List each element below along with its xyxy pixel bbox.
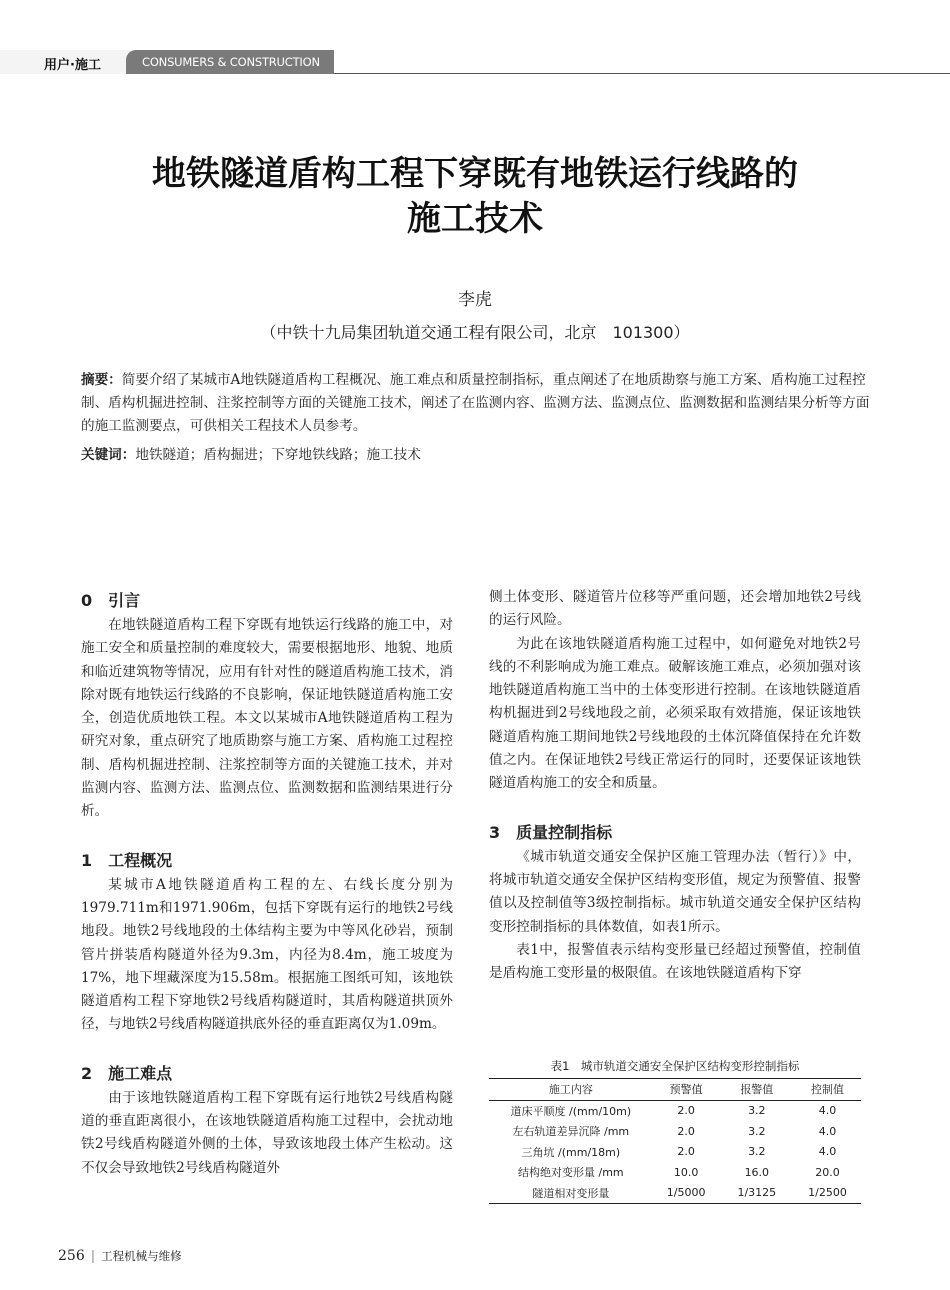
abstract (81, 369, 871, 438)
table-cell: 3.2 (748, 1124, 766, 1138)
table-cell: 道床平顺度 /(mm/10m) (510, 1104, 632, 1118)
section-3-paragraph-1: 《城市轨道交通安全保护区施工管理办法（暂行）》中，将城市轨道交通安全保护区结构变形值，规定为预警值、报警值以及控制值等3级控制指标。城市轨道交通安全保护区结构变形控制指标的具体数值，如表1所示。 (489, 848, 861, 935)
right-column (489, 586, 861, 985)
table-cell: 2.0 (677, 1124, 695, 1138)
table-header-cell: 报警值 (740, 1083, 774, 1097)
table-cell: 1/2500 (808, 1186, 847, 1200)
section-0-heading: 0 引言 (81, 591, 141, 610)
table-cell: 10.0 (673, 1165, 699, 1179)
table-cell: 4.0 (818, 1104, 837, 1118)
section-3-paragraph-2: 表1中，报警值表示结构变形量已经超过预警值，控制值是盾构施工变形量的极限值。在该地铁隧道盾构下穿 (489, 941, 861, 982)
journal-name: 工程机械与维修 (101, 1249, 182, 1263)
section-2-paragraph: 由于该地铁隧道盾构工程下穿既有运行地铁2号线盾构隧道的垂直距离很小，在该地铁隧道盾构施工过程中，会扰动地铁2号线盾构隧道外侧的土体，导致该地段土体产生松动。这不仅会导致地铁2号线盾构隧道外 (81, 1089, 453, 1176)
section-2-paragraph-continued: 侧土体变形、隧道管片位移等严重问题，还会增加地铁2号线的运行风险。 (489, 589, 861, 629)
table-header-cell: 预警值 (669, 1083, 703, 1097)
article-title-line-1: 地铁隧道盾构工程下穿既有地铁运行线路的 (152, 154, 798, 194)
article-title (60, 152, 890, 242)
article-title-line-2: 施工技术 (407, 199, 543, 239)
table-1-caption: 表1 城市轨道交通安全保护区结构变形控制指标 (550, 1059, 800, 1073)
table-cell: 3.2 (748, 1104, 766, 1118)
table-row (489, 1162, 861, 1183)
section-0-paragraph: 在地铁隧道盾构工程下穿既有地铁运行线路的施工中，对施工安全和质量控制的难度较大，需要根据地形、地貌、地质和临近建筑物等情况，应用有针对性的隧道盾构施工技术，消除对既有地铁运行线路的不良影响，保证地铁隧道盾构施工安全，创造优质地铁工程。本文以某城市A地铁隧道盾构工程为研究对象，重点研究了地质勘察与施工方案、盾构施工过程控制、盾构机掘进控制、注浆控制等方面的关键施工技术，并对监测内容、监测方法、监测点位、监测数据和监测结果进行分析。 (81, 617, 453, 820)
table-cell: 结构绝对变形量 /mm (518, 1166, 624, 1180)
page-number: 256 (58, 1248, 85, 1264)
keywords-label: 关键词： (81, 447, 136, 463)
header-section-en-tab (126, 50, 334, 74)
table-cell: 三角坑 /(mm/18m) (521, 1145, 621, 1159)
section-1-paragraph: 某城市A地铁隧道盾构工程的左、右线长度分别为1979.711m和1971.906m，包括下穿既有运行的地铁2号线地段。地铁2号线地段的土体结构主要为中等风化砂岩，预制管片拼装盾构隧道外径为9.3m，内径为8.4m，施工坡度为17%，地下埋藏深度为15.58m。根据施工图纸可知，该地铁隧道盾构工程下穿地铁2号线盾构隧道时，其盾构隧道拱顶外径，与地铁2号线盾构隧道拱底外径的垂直距离仅为1.09m。 (81, 876, 453, 1033)
table-cell: 1/3125 (737, 1186, 777, 1200)
header-section-en: CONSUMERS & CONSTRUCTION (142, 55, 320, 69)
running-header (0, 50, 950, 74)
left-column (81, 588, 453, 1180)
section-2-paragraph-2: 为此在该地铁隧道盾构施工过程中，如何避免对地铁2号线的不利影响成为施工难点。破解该施工难点，必须加强对该地铁隧道盾构施工当中的土体变形进行控制。在该地铁隧道盾构机掘进到2号线地段之前，必须采取有效措施，保证该地铁隧道盾构施工期间地铁2号线地段的土体沉降值保持在允许数值之内。在保证地铁2号线正常运行的同时，还要保证该地铁隧道盾构施工的安全和质量。 (489, 635, 861, 792)
author-affiliation: （中铁十九局集团轨道交通工程有限公司，北京 101300） (260, 323, 690, 342)
table-cell: 4.0 (818, 1145, 837, 1159)
table-row (489, 1121, 861, 1142)
table-header-cell: 施工内容 (548, 1083, 593, 1097)
table-cell: 3.2 (748, 1145, 766, 1159)
table-cell: 16.0 (744, 1165, 770, 1179)
section-1-heading: 1 工程概况 (81, 850, 173, 870)
table-header-row (489, 1079, 861, 1101)
table-cell: 20.0 (815, 1165, 840, 1179)
table-row (489, 1183, 861, 1204)
table-row (489, 1100, 861, 1121)
footer-separator: | (90, 1249, 96, 1264)
keywords-text: 地铁隧道；盾构掘进；下穿地铁线路；施工技术 (135, 447, 421, 463)
abstract-label: 摘要： (81, 372, 122, 388)
table-cell: 1/5000 (666, 1186, 706, 1200)
keywords (81, 444, 871, 467)
table-header-cell: 控制值 (811, 1083, 844, 1097)
table-row (489, 1142, 861, 1163)
abstract-text: 简要介绍了某城市A地铁隧道盾构工程概况、施工难点和质量控制指标，重点阐述了在地质勘察与施工方案、盾构施工过程控制、盾构机掘进控制、注浆控制等方面的关键施工技术，阐述了在监测内容、监测方法、监测点位、监测数据和监测结果分析等方面的施工监测要点，可供相关工程技术人员参考。 (81, 372, 870, 434)
author-name: 李虎 (458, 290, 492, 310)
table-cell: 隧道相对变形量 (532, 1186, 610, 1200)
header-section-cn: 用户·施工 (44, 58, 101, 73)
table-1 (489, 1078, 861, 1204)
table-cell: 左右轨道差异沉降 /mm (512, 1125, 630, 1139)
page-footer (58, 1248, 182, 1264)
section-3-heading: 3 质量控制指标 (489, 822, 613, 842)
section-2-heading: 2 施工难点 (81, 1063, 173, 1083)
table-cell: 2.0 (677, 1104, 695, 1118)
table-cell: 2.0 (677, 1145, 695, 1159)
header-section-cn-box (0, 50, 130, 74)
table-cell: 4.0 (818, 1124, 837, 1138)
